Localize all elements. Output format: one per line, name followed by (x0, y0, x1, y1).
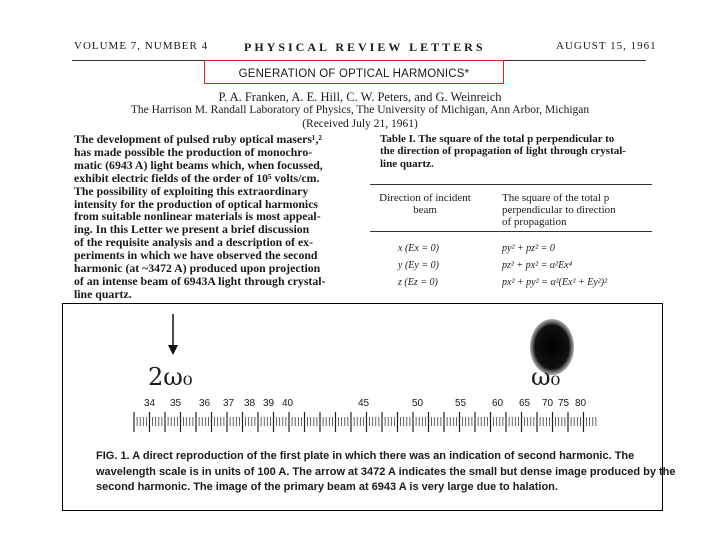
scale-label: 75 (558, 398, 570, 409)
down-arrow-icon (165, 314, 181, 356)
scale-label: 37 (223, 398, 235, 409)
table-row-direction: x (Ex = 0) (398, 243, 439, 254)
table-row-direction: y (Ey = 0) (398, 260, 439, 271)
table-row-direction: z (Ez = 0) (398, 277, 438, 288)
abstract-line: intensity for the production of optical harmonics (74, 196, 319, 211)
table-row-value: px² + py² = α²(Ex² + Ey²)² (502, 277, 608, 288)
abstract-line: harmonic (at ~3472 A) produced upon projection (74, 261, 321, 276)
scale-label: 40 (282, 398, 294, 409)
abstract-line: The possibility of exploiting this extraordinary (74, 183, 309, 198)
table-caption-line: line quartz. (380, 157, 434, 170)
abstract-line: of the requisite analysis and a description of ex- (74, 235, 314, 250)
scale-label: 39 (263, 398, 275, 409)
table-row-value: py² + pz² = 0 (502, 243, 555, 254)
abstract-line: line quartz. (74, 286, 132, 301)
scale-label: 35 (170, 398, 182, 409)
abstract-line: of an intense beam of 6943A light through crystal- (74, 273, 326, 288)
table-col1-header-line: beam (413, 204, 437, 216)
received-date: (Received July 21, 1961) (302, 118, 418, 130)
figure-caption-line: second harmonic. The image of the primary beam at 6943 A is very large due to halation. (96, 481, 558, 493)
abstract-line: periments in which we have observed the second (74, 248, 318, 263)
scale-label: 70 (542, 398, 554, 409)
figure-caption-line: FIG. 1. A direct reproduction of the first plate in which there was an indication of second harmonic. The (96, 450, 635, 462)
affiliation: The Harrison M. Randall Laboratory of Physics, The University of Michigan, Ann Arbor, Michigan (130, 104, 590, 116)
scale-label: 50 (412, 398, 424, 409)
table-col2-header-line: perpendicular to direction (502, 204, 616, 216)
table-caption-line: the direction of propagation of light through crystal- (380, 145, 626, 158)
journal-name: PHYSICAL REVIEW LETTERS (244, 40, 486, 54)
article-title: GENERATION OF OPTICAL HARMONICS* (238, 68, 470, 80)
table-header-rule (370, 231, 652, 232)
table-caption (380, 133, 650, 170)
abstract-line: ing. In this Letter we present a brief discussion (74, 222, 310, 237)
table-col2-header-line: of propagation (502, 216, 567, 228)
table-col1-header-line: Direction of incident (379, 192, 471, 204)
wavelength-scale-ticks (130, 412, 600, 434)
scale-label: 80 (575, 398, 587, 409)
figure-caption-line: wavelength scale is in units of 100 A. The arrow at 3472 A indicates the small but dense image produced by the (96, 465, 676, 478)
table-caption-line: Table I. The square of the total p perpendicular to (380, 133, 615, 145)
table-top-rule (370, 184, 652, 185)
abstract-line: The development of pulsed ruby optical masers¹,² (74, 132, 322, 146)
abstract-line: exhibit electric fields of the order of 10⁵ volts/cm. (74, 170, 320, 185)
scale-label: 60 (492, 398, 504, 409)
second-harmonic-label: 2ω₀ (148, 363, 193, 391)
fundamental-label: ω₀ (531, 363, 561, 391)
scale-label: 36 (199, 398, 211, 409)
issue-date: AUGUST 15, 1961 (556, 40, 657, 52)
scale-label: 34 (144, 398, 156, 409)
scale-label: 55 (455, 398, 467, 409)
abstract-line: has made possible the production of monochro- (74, 144, 313, 159)
table-row-value: pz² + px² = α²Ex⁴ (502, 260, 573, 271)
scale-label: 65 (519, 398, 531, 409)
table-col2-header (502, 192, 652, 228)
table-col2-header-line: The square of the total p (502, 192, 610, 204)
scale-label: 45 (358, 398, 370, 409)
abstract-line: from suitable nonlinear materials is most appeal- (74, 209, 321, 224)
author-list: P. A. Franken, A. E. Hill, C. W. Peters, and G. Weinreich (218, 90, 502, 104)
abstract-paragraph (74, 133, 366, 301)
figure-caption (96, 449, 676, 496)
scale-label: 38 (244, 398, 256, 409)
abstract-line: matic (6943 A) light beams which, when focussed, (74, 157, 323, 172)
volume-number: VOLUME 7, NUMBER 4 (74, 40, 209, 52)
table-col1-header (370, 192, 480, 216)
